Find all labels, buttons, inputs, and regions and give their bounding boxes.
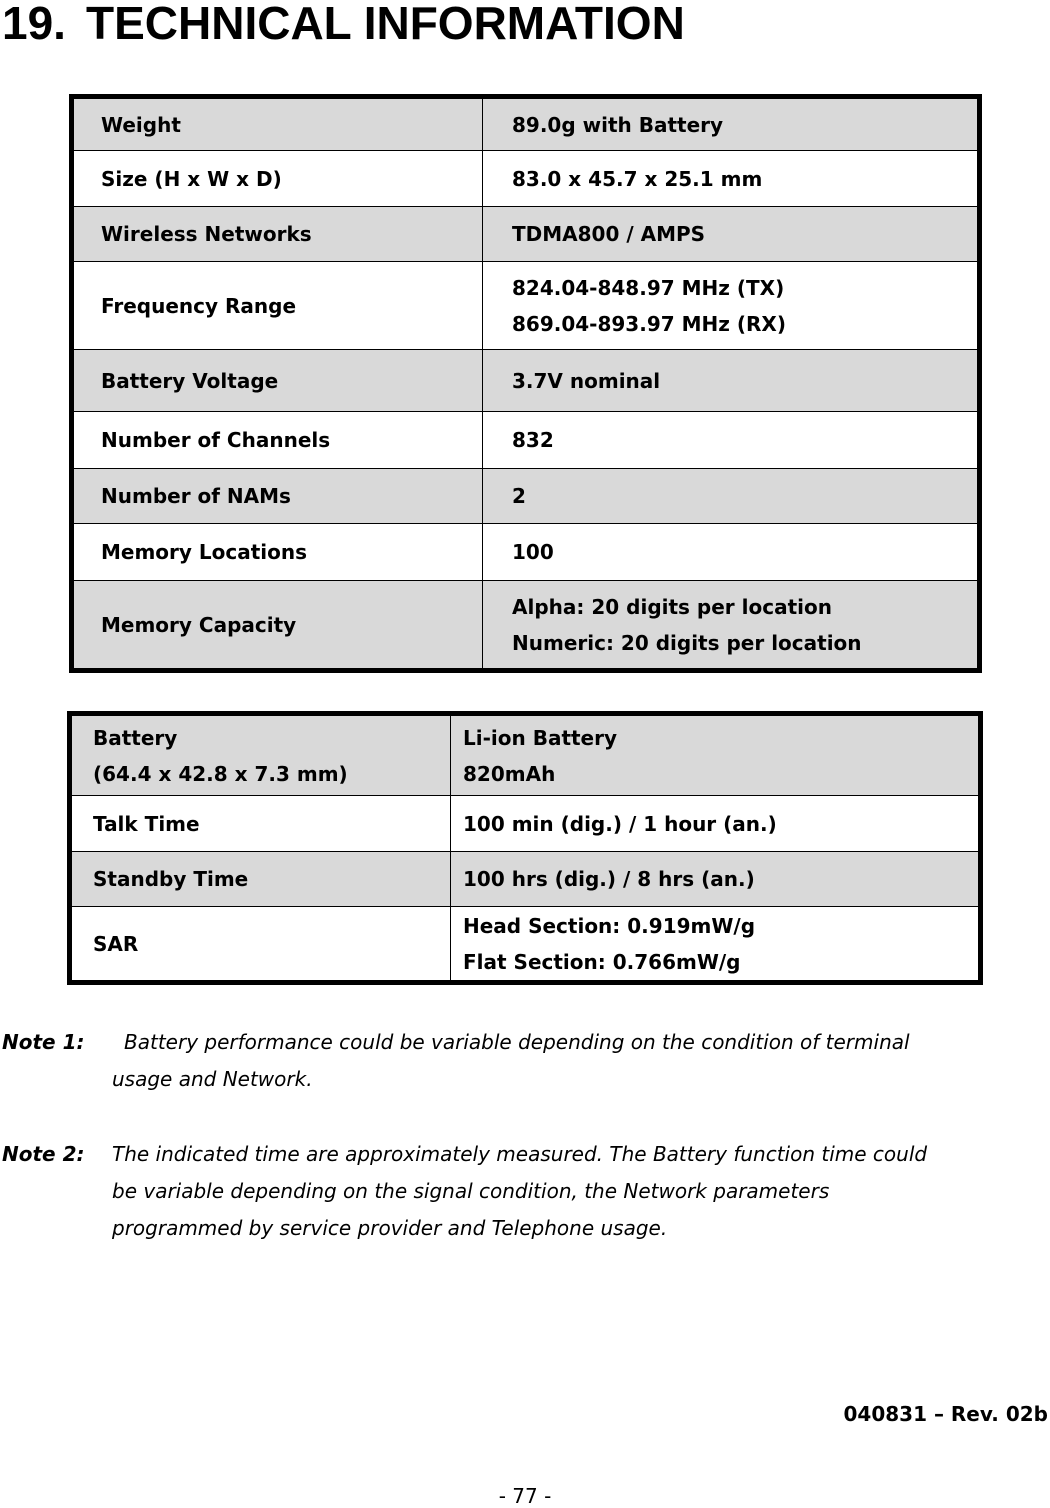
spec-label: Wireless Networks: [101, 222, 312, 246]
spec-value: Head Section: 0.919mW/g: [463, 913, 756, 938]
note-line: Battery performance could be variable depending on the condition of terminal: [124, 1030, 910, 1054]
table-row: [72, 469, 980, 524]
spec-value: Alpha: 20 digits per location: [512, 594, 832, 619]
spec-value: 820mAh: [463, 761, 556, 786]
note-line: programmed by service provider and Telephone usage.: [112, 1216, 668, 1240]
specifications-table: [69, 94, 982, 673]
spec-value: 3.7V nominal: [512, 368, 661, 393]
spec-value-cell: [451, 852, 981, 907]
table-row: [72, 97, 980, 151]
spec-value: Li-ion Battery: [463, 725, 618, 750]
spec-value: 100 hrs (dig.) / 8 hrs (an.): [463, 867, 755, 891]
spec-label-cell: [70, 907, 451, 983]
spec-value: 100 min (dig.) / 1 hour (an.): [463, 811, 777, 836]
spec-value-cell: [451, 714, 981, 796]
spec-label: Weight: [101, 112, 181, 137]
spec-label: Number of Channels: [101, 428, 331, 452]
note-label: Note 1:: [2, 1030, 85, 1054]
spec-value-cell: [483, 581, 980, 671]
table-row: [72, 262, 980, 350]
spec-value-cell: [483, 97, 980, 151]
table-row: [72, 151, 980, 207]
spec-label: Size (H x W x D): [101, 166, 282, 191]
spec-value: 832: [512, 428, 554, 452]
spec-label: Standby Time: [93, 867, 249, 891]
spec-value: 869.04-893.97 MHz (RX): [512, 311, 786, 336]
page-number: - 77 -: [498, 1484, 552, 1508]
note-line: The indicated time are approximately measured. The Battery function time could: [112, 1142, 928, 1166]
spec-value: 2: [512, 484, 526, 508]
note-text: [112, 1024, 910, 1098]
table-row: [72, 581, 980, 671]
table-row: [70, 852, 981, 907]
spec-value-cell: [483, 151, 980, 207]
spec-label: Memory Locations: [101, 540, 308, 564]
spec-label-cell: [72, 524, 483, 581]
spec-label-cell: [72, 207, 483, 262]
spec-label-cell: [72, 151, 483, 207]
note-text: [112, 1136, 927, 1247]
spec-value: 83.0 x 45.7 x 25.1 mm: [512, 166, 763, 191]
spec-value-cell: [483, 469, 980, 524]
spec-label-cell: [70, 796, 451, 852]
spec-label-cell: [70, 852, 451, 907]
table-row: [72, 350, 980, 412]
spec-label: Memory Capacity: [101, 612, 297, 637]
spec-label: Talk Time: [93, 811, 200, 836]
note-line: usage and Network.: [112, 1067, 313, 1091]
table-row: [72, 524, 980, 581]
spec-label: (64.4 x 42.8 x 7.3 mm): [93, 761, 348, 786]
spec-label: Battery Voltage: [101, 368, 279, 393]
spec-value: 100: [512, 540, 554, 564]
spec-label-cell: [72, 350, 483, 412]
spec-value-cell: [483, 412, 980, 469]
spec-label: SAR: [93, 931, 139, 956]
specifications-table-body: [72, 97, 980, 671]
section-title-text: TECHNICAL INFORMATION: [86, 0, 685, 49]
spec-value: Numeric: 20 digits per location: [512, 630, 862, 655]
table-row: [70, 796, 981, 852]
note-line: be variable depending on the signal condition, the Network parameters: [112, 1179, 830, 1203]
revision-label: 040831 – Rev. 02b: [843, 1402, 1048, 1426]
spec-value: 824.04-848.97 MHz (TX): [512, 275, 785, 300]
spec-label: Frequency Range: [101, 293, 297, 318]
spec-value-cell: [451, 796, 981, 852]
spec-label: Battery: [93, 725, 178, 750]
spec-value-cell: [483, 350, 980, 412]
spec-value: 89.0g with Battery: [512, 112, 724, 137]
battery-table: [67, 711, 983, 985]
table-row: [70, 907, 981, 983]
table-row: [72, 207, 980, 262]
spec-label-cell: [70, 714, 451, 796]
section-number: 19.: [2, 0, 66, 49]
spec-label-cell: [72, 469, 483, 524]
spec-value-cell: [483, 207, 980, 262]
spec-label-cell: [72, 97, 483, 151]
table-row: [72, 412, 980, 469]
battery-table-body: [70, 714, 981, 983]
section-title: [2, 0, 685, 49]
spec-value-cell: [483, 262, 980, 350]
spec-value-cell: [483, 524, 980, 581]
spec-label-cell: [72, 412, 483, 469]
table-row: [70, 714, 981, 796]
spec-label-cell: [72, 262, 483, 350]
spec-label: Number of NAMs: [101, 484, 291, 508]
spec-label-cell: [72, 581, 483, 671]
note-label: Note 2:: [2, 1142, 85, 1166]
spec-value: Flat Section: 0.766mW/g: [463, 949, 741, 974]
spec-value-cell: [451, 907, 981, 983]
spec-value: TDMA800 / AMPS: [512, 222, 706, 246]
